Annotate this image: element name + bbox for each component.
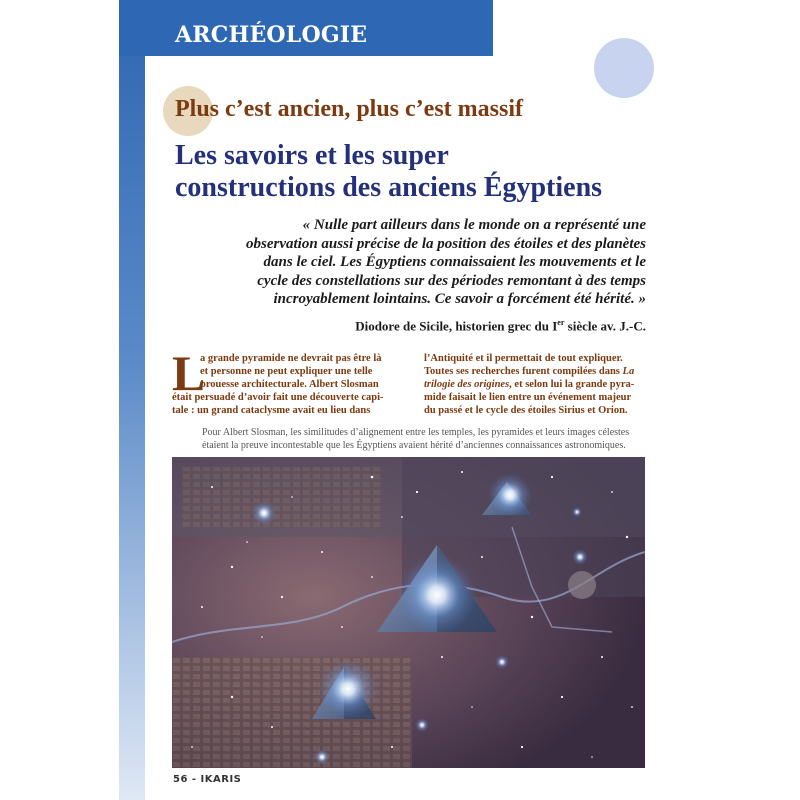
body-text: Toutes ses recherches furent compilées dans xyxy=(424,366,623,377)
headline-line: constructions des anciens Égyptiens xyxy=(175,172,603,203)
article-kicker: Plus c’est ancien, plus c’est massif xyxy=(175,96,523,122)
body-column-left xyxy=(172,345,402,417)
body-line xyxy=(424,378,654,391)
body-line: et personne ne peut expliquer une telle xyxy=(200,366,373,377)
page-footer: 56 - IKARIS xyxy=(173,774,242,785)
attribution-text: siècle av. J.-C. xyxy=(564,318,646,334)
book-title: trilogie des origines xyxy=(424,379,510,390)
aerial-photo-illustration xyxy=(172,457,645,768)
star-glow xyxy=(318,659,378,719)
star-glow xyxy=(252,501,276,525)
attribution-text: Diodore de Sicile, historien grec du I xyxy=(355,318,558,334)
attribution-superscript: er xyxy=(557,318,565,327)
sphinx-area xyxy=(568,571,596,599)
star-glow xyxy=(495,655,509,669)
body-line: du passé et le cycle des étoiles Sirius et Orion. xyxy=(424,405,628,416)
drop-cap: L xyxy=(172,345,206,401)
photo-caption xyxy=(202,427,642,452)
quote-line: cycle des constellations sur des périodes remontant à des temps xyxy=(257,272,646,289)
star-glow xyxy=(488,473,532,517)
book-title: La xyxy=(622,366,635,377)
quote-line: « Nulle part ailleurs dans le monde on a représenté une xyxy=(302,217,646,233)
quote-attribution xyxy=(170,318,646,334)
decorative-circle xyxy=(594,38,654,98)
body-column-right xyxy=(424,352,654,417)
quote-line: observation aussi précise de la position des étoiles et des planètes xyxy=(246,235,646,252)
star-glow xyxy=(572,549,588,565)
body-line xyxy=(424,365,654,378)
tomb-field xyxy=(172,657,412,768)
section-label: ARCHÉOLOGIE xyxy=(175,22,368,48)
article-headline xyxy=(175,140,655,204)
star-glow xyxy=(314,749,330,765)
caption-line: Pour Albert Slosman, les similitudes d’alignement entre les temples, les pyramides et leurs images célestes xyxy=(202,427,630,438)
tomb-field xyxy=(182,467,382,527)
headline-line: Les savoirs et les super xyxy=(175,140,449,171)
caption-line: étaient la preuve incontestable que les Égyptiens avaient hérité d’anciennes connaissances astronomiques. xyxy=(202,439,626,451)
body-line: tale : un grand cataclysme avait eu lieu dans xyxy=(172,405,371,416)
quote-line: dans le ciel. Les Égyptiens connaissaient les mouvements et le xyxy=(263,254,646,270)
body-line: mide faisait le lien entre un événement majeur xyxy=(424,392,632,403)
quote-line: incroyablement lointains. Ce savoir a forcément été hérité. » xyxy=(273,291,646,307)
star-glow xyxy=(397,555,477,635)
pull-quote xyxy=(170,216,646,309)
star-glow xyxy=(415,718,429,732)
giza-star-overlay-photo xyxy=(172,457,645,768)
body-text: , et selon lui la grande pyra- xyxy=(509,379,635,390)
star-glow xyxy=(572,507,582,517)
body-line: l’Antiquité et il permettait de tout expliquer. xyxy=(424,353,623,364)
body-line: prouesse architecturale. Albert Slosman xyxy=(200,379,379,390)
blue-gradient-sidebar xyxy=(119,0,145,800)
body-line: a grande pyramide ne devrait pas être là xyxy=(200,353,382,364)
body-line: était persuadé d’avoir fait une découverte capi- xyxy=(172,392,384,403)
